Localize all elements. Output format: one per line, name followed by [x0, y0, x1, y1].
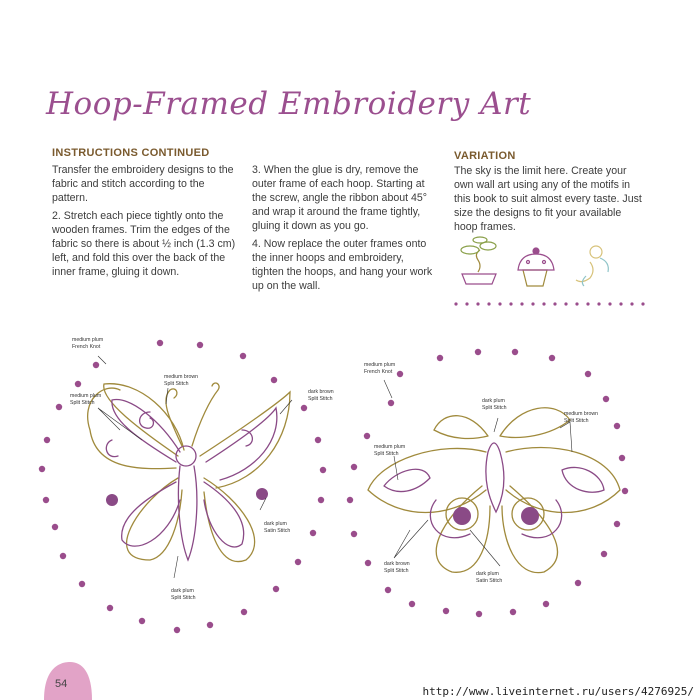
- left-butterfly: [88, 383, 290, 562]
- page-number: 54: [55, 678, 68, 690]
- left-label-4a: dark brown: [308, 389, 334, 395]
- instructions-paragraph-1: Transfer the embroidery designs to the fabric and stitch according to the pattern.: [52, 164, 234, 204]
- left-label-6b: Split Stitch: [171, 595, 196, 601]
- bonsai-motif-icon: [461, 237, 496, 284]
- right-label-2a: dark plum: [482, 398, 505, 404]
- variation-text: The sky is the limit here. Create your own wall art using any of the motifs in this book to suit almost every taste. Just size the designs to fit your available hoop frames.: [454, 165, 642, 233]
- page-title: Hoop-Framed Embroidery Art: [46, 86, 532, 122]
- left-labels: [70, 337, 334, 601]
- right-label-6a: dark plum: [476, 571, 499, 577]
- right-label-1a: medium plum: [364, 362, 396, 368]
- right-label-5a: dark brown: [384, 561, 410, 567]
- left-label-1b: French Knot: [72, 344, 101, 350]
- right-label-1b: French Knot: [364, 369, 393, 375]
- left-label-5a: dark plum: [264, 521, 287, 527]
- instructions-paragraph-4: 4. Now replace the outer frames onto the inner hoops and embroidery, tighten the hoops, and hang your work up on the wall.: [252, 238, 433, 292]
- instructions-paragraph-3: 3. When the glue is dry, remove the outer frame of each hoop. Starting at the screw, angle the ribbon about 45° and wrap it around the frame tightly, gluing it down as you go.: [252, 164, 428, 232]
- right-moth: [368, 408, 620, 573]
- left-label-1a: medium plum: [72, 337, 104, 343]
- left-label-3a: medium plum: [70, 393, 102, 399]
- right-label-4b: Split Stitch: [374, 451, 399, 457]
- left-label-2b: Split Stitch: [164, 381, 189, 387]
- right-label-2b: Split Stitch: [482, 405, 507, 411]
- right-label-4a: medium plum: [374, 444, 406, 450]
- right-label-5b: Split Stitch: [384, 568, 409, 574]
- page-number-tab: [44, 662, 92, 700]
- variation-heading: VARIATION: [454, 150, 516, 162]
- instructions-heading: INSTRUCTIONS CONTINUED: [52, 147, 210, 159]
- instructions-paragraph-2: 2. Stretch each piece tightly onto the wooden frames. Trim the edges of the fabric so there is about ½ inch (1.3 cm) left, and fold this over the back of the inner frame, gluing it down.: [52, 210, 236, 278]
- left-label-2a: medium brown: [164, 374, 199, 380]
- right-label-3a: medium brown: [564, 411, 599, 417]
- left-label-5b: Satin Stitch: [264, 528, 291, 534]
- left-label-4b: Split Stitch: [308, 396, 333, 402]
- source-url[interactable]: http://www.liveinternet.ru/users/4276925/: [422, 685, 694, 698]
- left-label-6a: dark plum: [171, 588, 194, 594]
- mermaid-motif-icon: [576, 246, 608, 286]
- right-label-6b: Satin Stitch: [476, 578, 503, 584]
- right-label-3b: Split Stitch: [564, 418, 589, 424]
- left-label-3b: Split Stitch: [70, 400, 95, 406]
- variation-divider: [454, 302, 644, 305]
- cupcake-motif-icon: [518, 248, 554, 286]
